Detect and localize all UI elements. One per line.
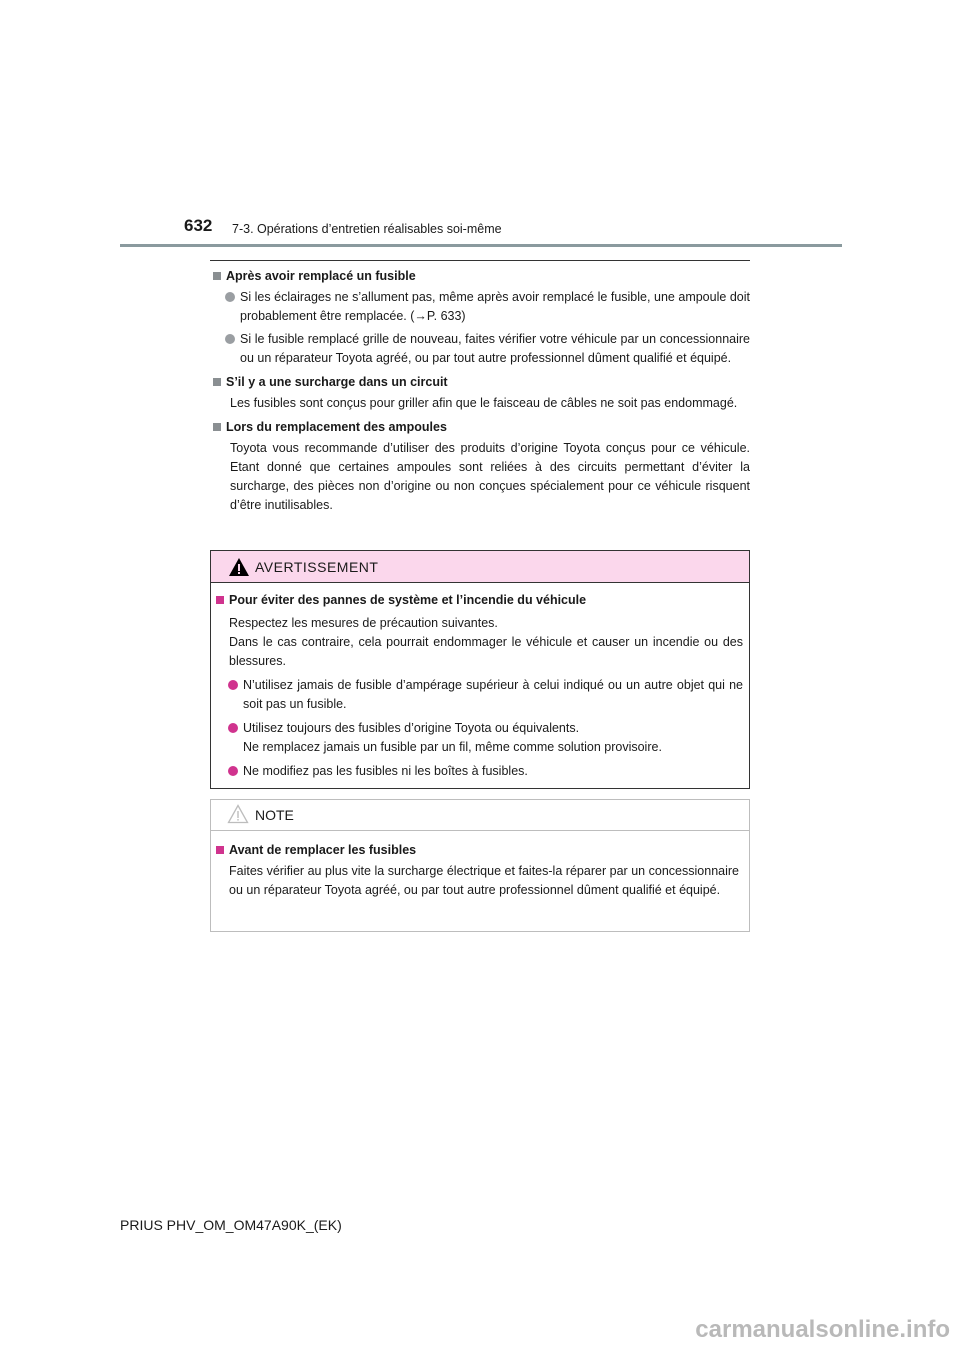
section-heading: S’il y a une surcharge dans un circuit (226, 375, 448, 389)
section-bulb-replacement (210, 418, 750, 515)
square-bullet-icon (216, 596, 224, 604)
warning-body (211, 591, 749, 785)
bullet-text: Si le fusible remplacé grille de nouveau, faites vérifier votre véhicule par un concessionnaire ou un réparateur Toyota agréé, ou par tout autre professionnel dûment qualifié et équipé. (240, 332, 750, 365)
page-number: 632 (184, 216, 213, 235)
square-bullet-icon (213, 272, 221, 280)
document-code: PRIUS PHV_OM_OM47A90K_(EK) (120, 1217, 342, 1233)
warning-bullet: Ne modifiez pas les fusibles ni les boîtes à fusibles. (243, 764, 528, 778)
note-box (210, 799, 750, 932)
section-circuit-overload (210, 373, 750, 413)
warning-intro-line1: Respectez les mesures de précaution suivantes. (229, 616, 498, 630)
round-bullet-icon (225, 292, 235, 302)
bullet-text: Si les éclairages ne s’allument pas, même après avoir remplacé le fusible, une ampoule doit probablement être remplacée. (→P. 633) (240, 290, 750, 323)
caution-triangle-icon (227, 804, 249, 824)
warning-box (210, 550, 750, 789)
warning-bullet: N’utilisez jamais de fusible d’ampérage supérieur à celui indiqué ou un autre objet qui ne soit pas un fusible. (243, 678, 743, 711)
round-bullet-icon (228, 680, 238, 690)
section-heading: Lors du remplacement des ampoules (226, 420, 447, 434)
note-title: NOTE (255, 807, 294, 823)
watermark: carmanualsonline.info (695, 1316, 950, 1343)
round-bullet-icon (225, 334, 235, 344)
section-text: Les fusibles sont conçus pour griller afin que le faisceau de câbles ne soit pas endommagé. (230, 396, 738, 410)
round-bullet-icon (228, 723, 238, 733)
note-heading: Avant de remplacer les fusibles (229, 843, 417, 857)
section-replaced-fuse (210, 267, 750, 368)
square-bullet-icon (216, 846, 224, 854)
note-text: Faites vérifier au plus vite la surcharge électrique et faites-la réparer par un concessionnaire ou un réparateur Toyota agréé, ou par tout autre professionnel dûment qualifié et équipé. (229, 864, 739, 897)
warning-heading: Pour éviter des pannes de système et l’incendie du véhicule (229, 593, 587, 607)
top-rule (210, 260, 750, 261)
main-content (210, 267, 750, 520)
warning-bullet-line2: Ne remplacez jamais un fusible par un fil, même comme solution provisoire. (243, 740, 662, 754)
section-heading: Après avoir remplacé un fusible (226, 269, 416, 283)
warning-triangle-icon (228, 557, 250, 577)
note-header (211, 800, 749, 831)
round-bullet-icon (228, 766, 238, 776)
section-text: Toyota vous recommande d’utiliser des produits d’origine Toyota conçus pour ce véhicule. Etant donné que certaines ampoules sont reliées à des circuits permettant d’éviter la surcharge, des pièces non d’origine ou non conçues spécialement pour ce véhicule risquent d’être inutilisables. (230, 441, 750, 512)
warning-header (211, 551, 749, 583)
section-title: 7-3. Opérations d’entretien réalisables soi-même (232, 222, 502, 236)
warning-bullet: Utilisez toujours des fusibles d’origine Toyota ou équivalents. (243, 721, 580, 735)
warning-title: AVERTISSEMENT (255, 559, 379, 575)
header-rule (120, 244, 842, 247)
note-body (211, 841, 749, 904)
square-bullet-icon (213, 423, 221, 431)
warning-intro-line2: Dans le cas contraire, cela pourrait endommager le véhicule et causer un incendie ou des blessures. (229, 635, 743, 668)
square-bullet-icon (213, 378, 221, 386)
